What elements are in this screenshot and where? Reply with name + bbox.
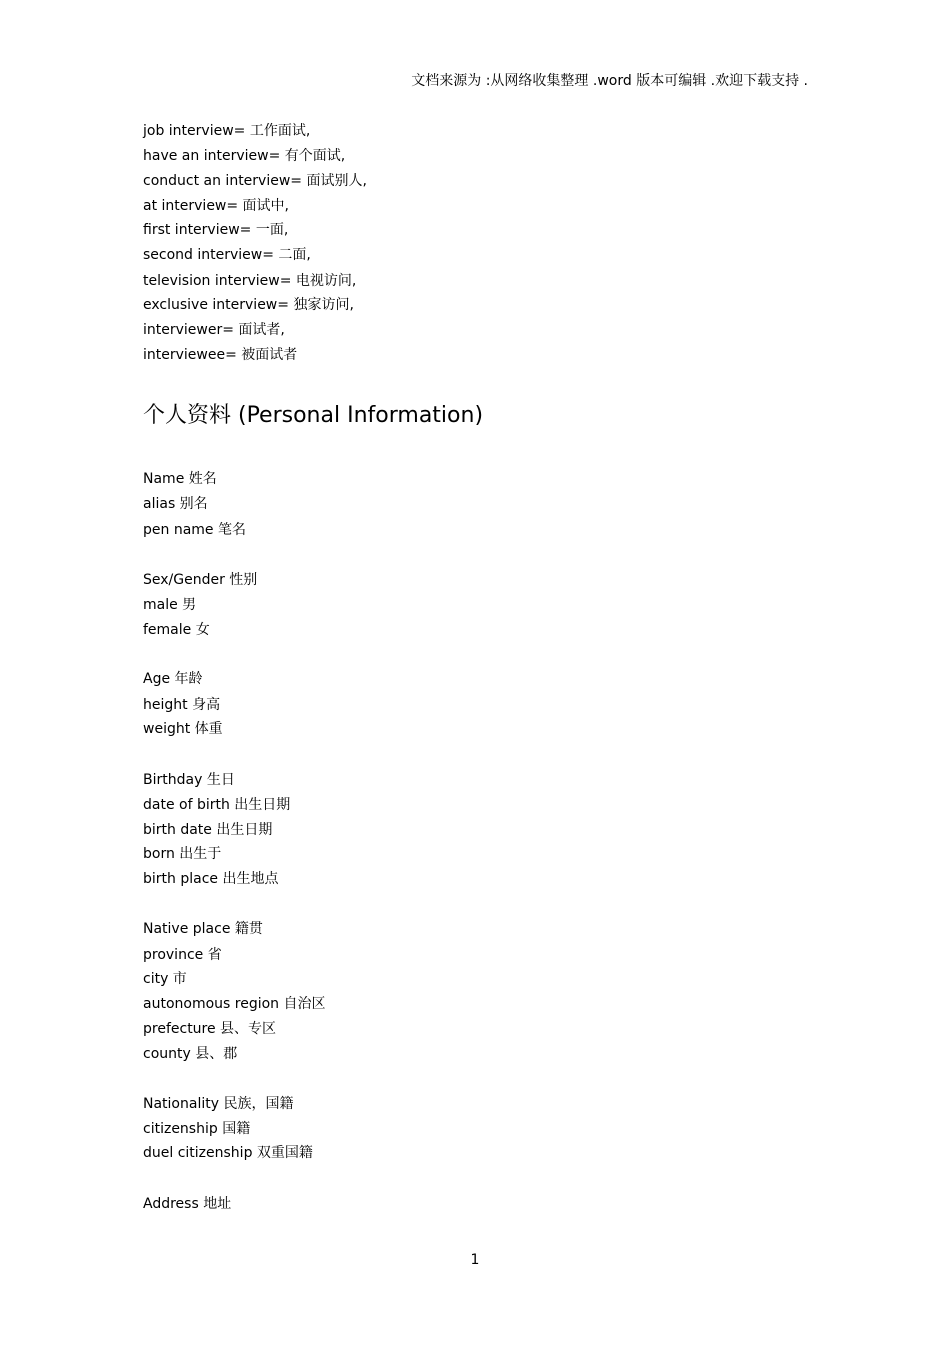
personal-term: birth place 出生地点 [143, 871, 279, 887]
personal-term: Sex/Gender 性别 [143, 572, 258, 588]
personal-term: county 县、郡 [143, 1046, 238, 1062]
personal-term: Nationality 民族，国籍 [143, 1096, 294, 1112]
interview-term: television interview= 电视访问, [143, 273, 357, 289]
personal-term: height 身高 [143, 697, 221, 713]
interview-term: interviewer= 面试者, [143, 322, 285, 338]
personal-term: alias 别名 [143, 496, 208, 512]
page-number: 1 [470, 1252, 480, 1268]
personal-term: Age 年龄 [143, 671, 203, 687]
personal-term: citizenship 国籍 [143, 1121, 251, 1137]
personal-term: Native place 籍贯 [143, 921, 263, 937]
interview-term: job interview= 工作面试, [143, 123, 311, 139]
personal-term: city 市 [143, 971, 187, 987]
interview-term: first interview= 一面, [143, 222, 289, 238]
interview-term: have an interview= 有个面试, [143, 148, 346, 164]
interview-term: exclusive interview= 独家访问, [143, 297, 354, 313]
page-header: 文档来源为 :从网络收集整理 .word 版本可编辑 .欢迎下载支持 . [411, 73, 808, 89]
personal-term: Birthday 生日 [143, 772, 235, 788]
personal-term: birth date 出生日期 [143, 822, 273, 838]
personal-term: weight 体重 [143, 721, 223, 737]
personal-term: Name 姓名 [143, 471, 217, 487]
personal-term: province 省 [143, 947, 222, 963]
interview-term: at interview= 面试中, [143, 198, 290, 214]
personal-term: Address 地址 [143, 1196, 232, 1212]
personal-term: pen name 笔名 [143, 522, 246, 538]
personal-term: born 出生于 [143, 846, 222, 862]
personal-term: prefecture 县、专区 [143, 1021, 277, 1037]
personal-term: autonomous region 自治区 [143, 996, 326, 1012]
interview-term: second interview= 二面, [143, 247, 311, 263]
personal-term: male 男 [143, 597, 197, 613]
interview-term: conduct an interview= 面试别人, [143, 173, 367, 189]
personal-term: duel citizenship 双重国籍 [143, 1145, 313, 1161]
interview-term: interviewee= 被面试者 [143, 347, 298, 363]
personal-term: date of birth 出生日期 [143, 797, 291, 813]
personal-term: female 女 [143, 622, 210, 638]
section-heading: 个人资料 (Personal Information) [143, 403, 484, 428]
